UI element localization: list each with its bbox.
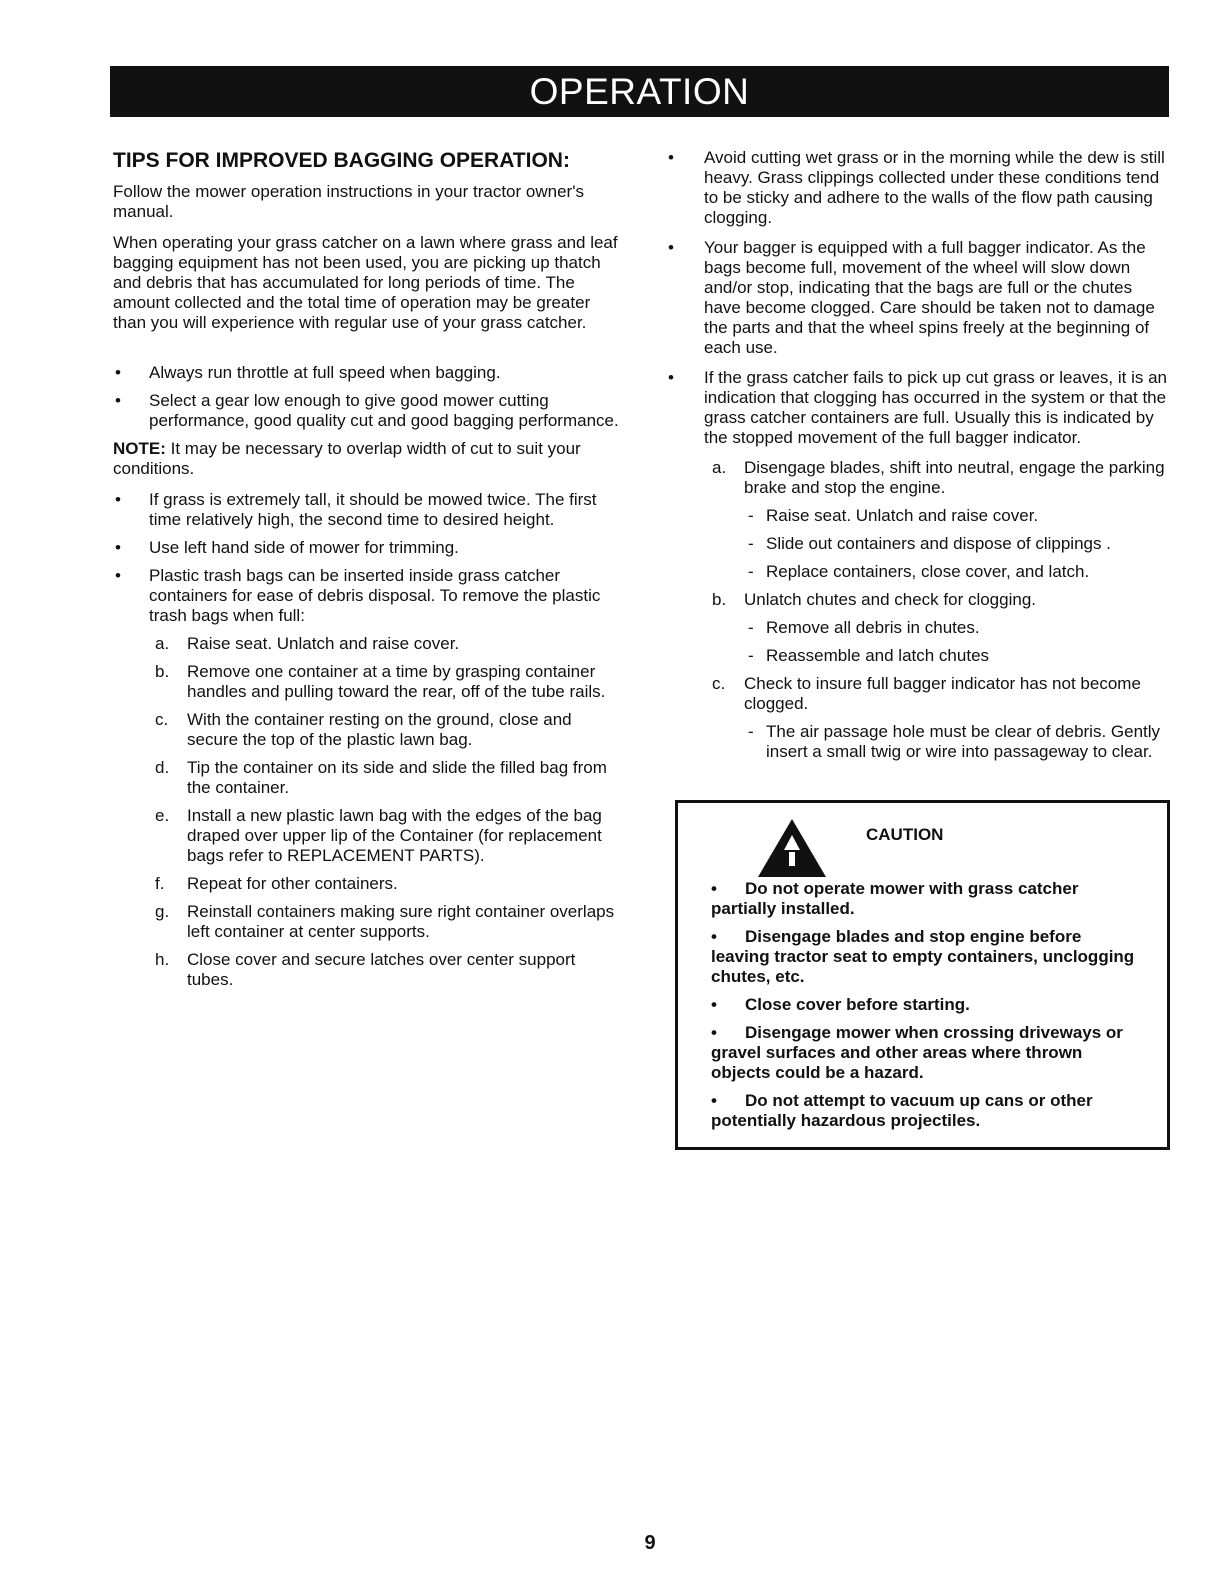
sub-step-text: Raise seat. Unlatch and raise cover. xyxy=(766,506,1039,525)
bullet-text: Avoid cutting wet grass or in the morning while the dew is still heavy. Grass clippings collected under these conditions tend to be sticky and adhere to the walls of the flow path causing clogging. xyxy=(704,148,1165,227)
section-header: OPERATION xyxy=(110,66,1169,117)
step-text: Tip the container on its side and slide the filled bag from the container. xyxy=(187,758,607,797)
step-marker: e. xyxy=(155,806,170,825)
bullet-text: Select a gear low enough to give good mower cutting performance, good quality cut and good bagging performance. xyxy=(149,391,619,430)
step-text: Unlatch chutes and check for clogging. xyxy=(744,590,1037,609)
bullet-text: If the grass catcher fails to pick up cut grass or leaves, it is an indication that clogging has occurred in the system or that the grass catcher containers are full. Usually this is indicated by the stopped movement of the full bagger indicator. xyxy=(704,368,1167,447)
step-text: Reinstall containers making sure right container overlaps left container at center supports. xyxy=(187,902,615,941)
sub-step xyxy=(662,618,1170,638)
bullet-dot: • xyxy=(668,238,674,257)
sub-step xyxy=(662,506,1170,526)
bullet-dot: • xyxy=(115,391,121,410)
section-title: TIPS FOR IMPROVED BAGGING OPERATION: xyxy=(113,149,570,172)
step-text: Install a new plastic lawn bag with the edges of the bag draped over upper lip of the Container (for replacement bags refer to REPLACEMENT PARTS). xyxy=(187,806,602,865)
step-text: Raise seat. Unlatch and raise cover. xyxy=(187,634,460,653)
caution-item xyxy=(711,995,1143,1015)
caution-text: Do not operate mower with grass catcher partially installed. xyxy=(711,879,1079,918)
bullet-dot: • xyxy=(115,566,121,585)
step-marker: a. xyxy=(155,634,170,653)
sub-step-text: Replace containers, close cover, and latch. xyxy=(766,562,1090,581)
intro-paragraph-1: Follow the mower operation instructions in your tractor owner's manual. xyxy=(113,182,584,221)
bullet-text: If grass is extremely tall, it should be mowed twice. The first time relatively high, the second time to desired height. xyxy=(149,490,597,529)
step-item xyxy=(113,710,619,750)
sub-step xyxy=(662,534,1170,554)
step-item xyxy=(662,458,1170,498)
step-marker: b. xyxy=(155,662,170,681)
dash-marker: - xyxy=(748,506,754,525)
caution-text: Disengage mower when crossing driveways or gravel surfaces and other areas where thrown objects could be a hazard. xyxy=(711,1023,1123,1082)
left-column xyxy=(113,148,619,998)
step-item xyxy=(113,902,619,942)
caution-list xyxy=(711,879,1143,1139)
dash-marker: - xyxy=(748,646,754,665)
bullet-dot: • xyxy=(711,927,717,946)
bullet-dot: • xyxy=(711,1091,717,1110)
note-paragraph xyxy=(113,439,619,479)
note-text: It may be necessary to overlap width of cut to suit your conditions. xyxy=(113,439,581,478)
step-item xyxy=(113,634,619,654)
caution-text: Disengage blades and stop engine before leaving tractor seat to empty containers, unclogging chutes, etc. xyxy=(711,927,1135,986)
bullet-tall-grass xyxy=(113,490,619,530)
step-text: Close cover and secure latches over center support tubes. xyxy=(187,950,576,989)
step-marker: g. xyxy=(155,902,170,921)
bullet-wet-grass xyxy=(662,148,1170,228)
caution-title: CAUTION xyxy=(866,825,944,844)
intro-paragraph-2: When operating your grass catcher on a lawn where grass and leaf bagging equipment has not been used, you are picking up thatch and debris that has accumulated for long periods of time. The amount collected and the total time of operation may be greater than you will experience with regular use of your grass catcher. xyxy=(113,233,618,332)
bullet-dot: • xyxy=(668,368,674,387)
right-column xyxy=(662,148,1170,770)
bullet-text: Plastic trash bags can be inserted inside grass catcher containers for ease of debris disposal. To remove the plastic trash bags when full: xyxy=(149,566,601,625)
step-marker: h. xyxy=(155,950,170,969)
bullet-clogging xyxy=(662,368,1170,448)
bullet-dot: • xyxy=(711,879,717,898)
step-marker: d. xyxy=(155,758,170,777)
step-item xyxy=(113,806,619,866)
bullet-dot: • xyxy=(115,490,121,509)
bullet-trimming xyxy=(113,538,619,558)
bullet-indicator xyxy=(662,238,1170,358)
caution-item xyxy=(711,927,1143,987)
step-text: Remove one container at a time by grasping container handles and pulling toward the rear, off of the tube rails. xyxy=(187,662,606,701)
bullet-dot: • xyxy=(115,363,121,382)
step-item xyxy=(113,874,619,894)
step-text: With the container resting on the ground, close and secure the top of the plastic lawn bag. xyxy=(187,710,572,749)
sub-step-text: Reassemble and latch chutes xyxy=(766,646,990,665)
sub-step-text: Remove all debris in chutes. xyxy=(766,618,980,637)
caution-item xyxy=(711,879,1143,919)
step-marker: a. xyxy=(712,458,727,477)
step-marker: c. xyxy=(712,674,726,693)
step-text: Disengage blades, shift into neutral, engage the parking brake and stop the engine. xyxy=(744,458,1165,497)
caution-box xyxy=(675,800,1170,1150)
step-marker: c. xyxy=(155,710,169,729)
step-item xyxy=(113,758,619,798)
bullet-dot: • xyxy=(668,148,674,167)
caution-item xyxy=(711,1023,1143,1083)
dash-marker: - xyxy=(748,722,754,741)
step-item xyxy=(113,950,619,990)
page-number: 9 xyxy=(644,1532,656,1554)
warning-icon xyxy=(756,817,828,879)
bullet-text: Use left hand side of mower for trimming. xyxy=(149,538,459,557)
bullet-gear xyxy=(113,391,619,431)
bullet-trash-bags xyxy=(113,566,619,626)
sub-step xyxy=(662,562,1170,582)
sub-step-text: The air passage hole must be clear of debris. Gently insert a small twig or wire into passageway to clear. xyxy=(766,722,1161,761)
sub-step xyxy=(662,722,1170,762)
step-text: Check to insure full bagger indicator has not become clogged. xyxy=(744,674,1141,713)
dash-marker: - xyxy=(748,534,754,553)
step-item xyxy=(662,590,1170,610)
bullet-throttle xyxy=(113,363,619,383)
bullet-text: Always run throttle at full speed when bagging. xyxy=(149,363,501,382)
bullet-dot: • xyxy=(711,995,717,1014)
note-label: NOTE: xyxy=(113,439,166,458)
caution-item xyxy=(711,1091,1143,1131)
step-item xyxy=(113,662,619,702)
bullet-dot: • xyxy=(115,538,121,557)
sub-step xyxy=(662,646,1170,666)
caution-text: Do not attempt to vacuum up cans or other potentially hazardous projectiles. xyxy=(711,1091,1093,1130)
step-item xyxy=(662,674,1170,714)
step-marker: b. xyxy=(712,590,727,609)
bullet-dot: • xyxy=(711,1023,717,1042)
step-marker: f. xyxy=(155,874,165,893)
step-text: Repeat for other containers. xyxy=(187,874,398,893)
dash-marker: - xyxy=(748,562,754,581)
caution-text: Close cover before starting. xyxy=(745,995,970,1014)
dash-marker: - xyxy=(748,618,754,637)
bullet-text: Your bagger is equipped with a full bagger indicator. As the bags become full, movement of the wheel will slow down and/or stop, indicating that the bags are full or the chutes have become clogged. Care should be taken not to damage the parts and that the wheel spins freely at the beginning of each use. xyxy=(704,238,1155,357)
sub-step-text: Slide out containers and dispose of clippings . xyxy=(766,534,1111,553)
